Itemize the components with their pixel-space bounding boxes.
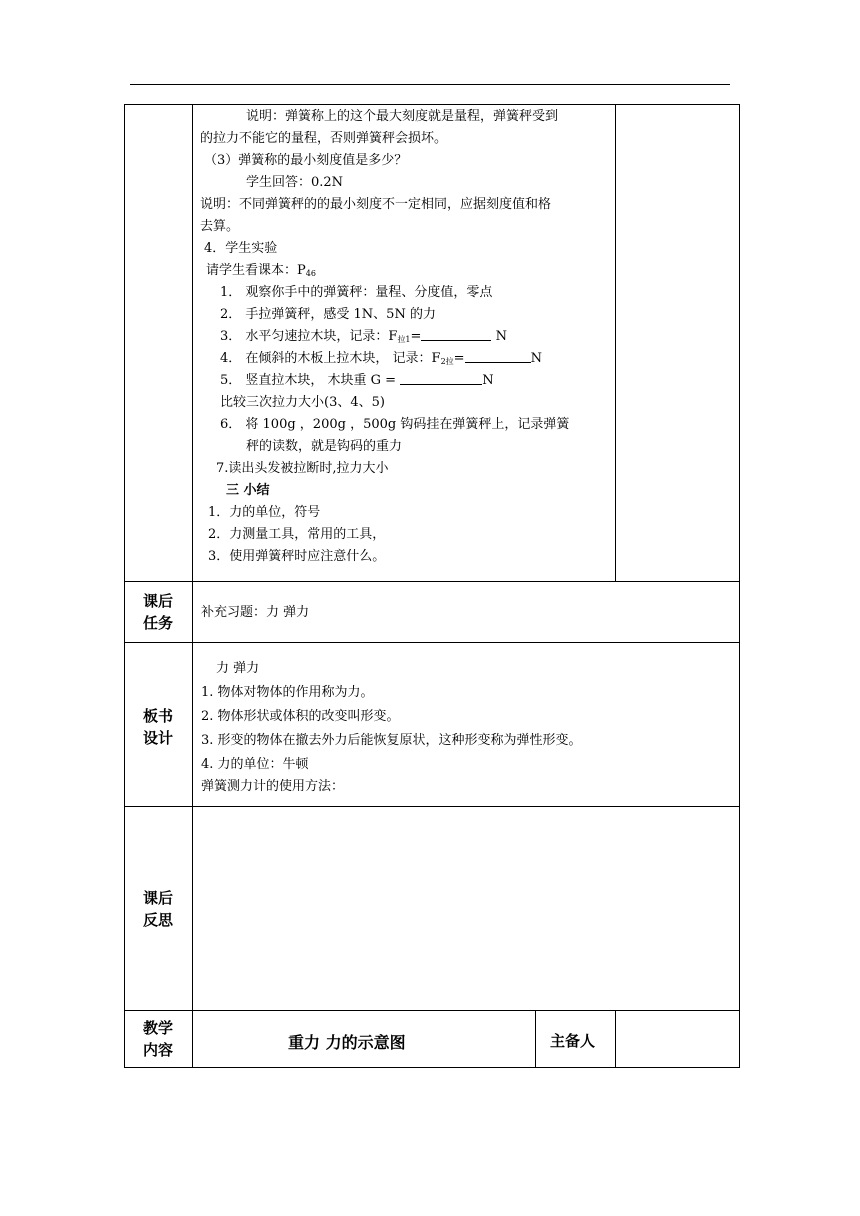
list-item: 3．使用弹簧秤时应注意什么。 xyxy=(208,549,386,564)
list-item: 1． 观察你手中的弹簧秤：量程、分度值，零点 xyxy=(220,285,493,300)
text-span: 4． 在倾斜的木板上拉木块， 记录：F xyxy=(220,351,441,366)
list-item: 2． 手拉弹簧秤，感受 1N、5N 的力 xyxy=(220,307,436,322)
page-subscript: 46 xyxy=(305,269,316,278)
label-line: 教学 xyxy=(142,1019,173,1037)
text-line: 的拉力不能它的量程，否则弹簧秤会损坏。 xyxy=(200,131,448,146)
list-item: 1．力的单位，符号 xyxy=(208,505,321,520)
board-design-label xyxy=(124,705,192,749)
notes-column-divider xyxy=(615,104,616,581)
subscript: 2拉 xyxy=(440,357,454,366)
board-line: 1. 物体对物体的作用称为力。 xyxy=(201,685,374,700)
list-item xyxy=(220,372,494,389)
table-border-bottom xyxy=(124,1067,740,1068)
text-span: 3． 水平匀速拉木块，记录：F xyxy=(220,329,398,344)
reflection-label xyxy=(124,887,192,931)
fill-blank xyxy=(400,372,482,385)
board-line: 4. 力的单位：牛顿 xyxy=(201,757,309,772)
board-line: 2. 物体形状或体积的改变叫形变。 xyxy=(201,709,400,724)
teaching-content-label xyxy=(124,1017,192,1061)
homework-content: 补充习题：力 弹力 xyxy=(201,605,310,620)
unit-label: N xyxy=(495,329,507,344)
fill-blank xyxy=(465,350,531,363)
unit-label: N xyxy=(530,351,542,366)
row-divider xyxy=(124,806,740,807)
section-heading: 4．学生实验 xyxy=(204,241,278,256)
text-span: = xyxy=(453,351,465,366)
list-item: 2．力测量工具，常用的工具， xyxy=(208,527,386,542)
text-span: 请学生看课本：P xyxy=(206,263,306,278)
text-line: 去算。 xyxy=(200,219,240,234)
text-line: 说明：不同弹簧秤的的最小刻度不一定相同，应据刻度值和格 xyxy=(200,197,552,212)
header-rule xyxy=(130,84,730,85)
homework-label xyxy=(124,590,192,634)
list-item xyxy=(220,350,542,370)
row-divider xyxy=(124,1010,740,1011)
board-title: 力 弹力 xyxy=(216,661,260,676)
row-divider xyxy=(124,642,740,643)
label-line: 任务 xyxy=(142,614,173,632)
board-line: 弹簧测力计的使用方法： xyxy=(201,779,345,794)
text-line: （3）弹簧称的最小刻度值是多少？ xyxy=(204,153,408,168)
label-column-divider xyxy=(192,104,193,1068)
list-item: 6． 将 100g ，200g ，500g 钩码挂在弹簧秤上，记录弹簧 xyxy=(220,417,570,432)
label-line: 课后 xyxy=(142,592,173,610)
row-divider xyxy=(124,581,740,582)
list-item: 7.读出头发被拉断时,拉力大小 xyxy=(216,461,389,476)
unit-label: N xyxy=(482,373,494,388)
table-border-right xyxy=(739,104,740,1068)
text-line: 比较三次拉力大小(3、4、5) xyxy=(220,395,385,410)
label-line: 设计 xyxy=(142,729,173,747)
text-line: 说明：弹簧称上的这个最大刻度就是量程，弹簧秤受到 xyxy=(246,109,559,124)
list-item-continuation: 秤的读数，就是钩码的重力 xyxy=(246,439,403,454)
text-line xyxy=(206,262,316,282)
text-span: 5． 竖直拉木块， 木块重 G = xyxy=(220,373,397,388)
footer-column-divider xyxy=(615,1010,616,1067)
summary-heading: 三 小结 xyxy=(226,483,270,498)
label-line: 课后 xyxy=(142,889,173,907)
board-line: 3. 形变的物体在撤去外力后能恢复原状，这种形变称为弹性形变。 xyxy=(201,733,582,748)
subscript: 拉1 xyxy=(397,335,411,344)
table-border-top xyxy=(124,104,740,105)
fill-blank xyxy=(421,328,491,341)
lesson-topic: 重力 力的示意图 xyxy=(288,1033,406,1052)
label-line: 反思 xyxy=(142,911,173,929)
label-line: 板书 xyxy=(142,707,173,725)
text-line: 学生回答：0.2N xyxy=(246,175,344,190)
footer-column-divider xyxy=(535,1010,536,1067)
list-item xyxy=(220,328,507,348)
text-span: = xyxy=(410,329,422,344)
preparer-label: 主备人 xyxy=(550,1032,596,1050)
label-line: 内容 xyxy=(142,1041,173,1059)
